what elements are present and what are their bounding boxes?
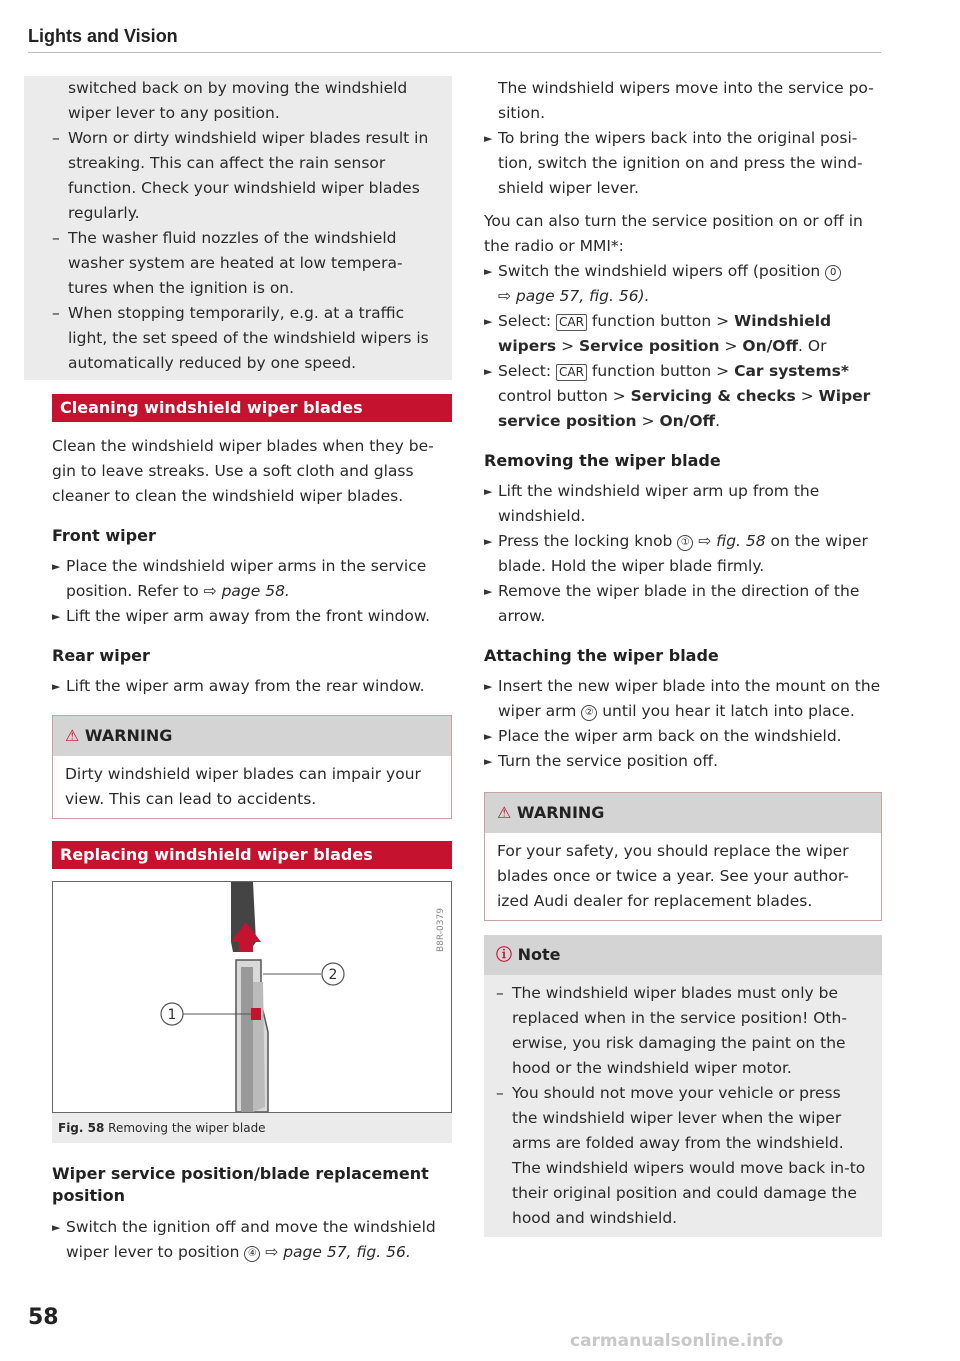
wiper-figure: [52, 881, 452, 1113]
car-key-icon: CAR: [556, 314, 587, 331]
warning-text: For your safety, you should replace the wiper blades once or twice a year. See your author-ized Audi dealer for replacement blades.: [497, 842, 849, 910]
note-item: – The windshield wiper blades must only be replaced when in the service position! Oth-erwise, you risk damaging the paint on the hood or the windshield wiper motor.: [496, 984, 847, 1077]
step-item: ► Select: CAR function button > Windshield wipers > Service position > On/Off. Or: [484, 312, 832, 355]
section-replacing-title: Replacing windshield wiper blades: [52, 841, 452, 869]
watermark-text: carmanualsonline.info: [570, 1331, 784, 1351]
step-item: ► Lift the wiper arm away from the front window.: [52, 607, 431, 625]
step-item: ► Place the wiper arm back on the windshield.: [484, 727, 842, 745]
rear-wiper-title: Rear wiper: [52, 646, 150, 665]
intro-continuation: switched back on by moving the windshield wiper lever to any position.: [68, 79, 408, 122]
page-ref-link[interactable]: ⇨ page 57, fig. 56.: [265, 1243, 411, 1261]
radio-mmi-text: You can also turn the service position on or off in the radio or MMI*:: [484, 212, 863, 255]
step-item: ► Turn the service position off.: [484, 752, 719, 770]
position-0-icon: 0: [825, 265, 841, 281]
left-column: [52, 76, 452, 1265]
step-item: ► Lift the windshield wiper arm up from the windshield.: [484, 482, 820, 525]
note-box: [484, 935, 882, 1237]
note-header: ⓘ Note: [484, 935, 882, 975]
car-key-icon: CAR: [556, 364, 587, 381]
wiper-arm-2-icon: ②: [581, 705, 597, 721]
right-column: [484, 76, 882, 1237]
warning-header: ⚠ WARNING: [53, 716, 451, 756]
step-item: ► Press the locking knob ① ⇨ fig. 58 on the wiper blade. Hold the wiper blade firmly.: [484, 532, 868, 575]
locking-knob-1-icon: ①: [677, 535, 693, 551]
note-bullet: – The washer fluid nozzles of the windshield washer system are heated at low tempera-tures when the ignition is on.: [52, 229, 403, 297]
step-item: ► Insert the new wiper blade into the mount on the wiper arm ② until you hear it latch into place.: [484, 677, 881, 720]
figure-label-1: 1: [167, 1007, 177, 1023]
wiper-blade-illustration: [53, 882, 451, 1112]
figure-code: B8R-0379: [436, 908, 446, 952]
warning-header: ⚠ WARNING: [485, 793, 881, 833]
page-header: Lights and Vision: [28, 26, 178, 46]
service-position-title: Wiper service position/blade replacement position: [52, 1164, 429, 1205]
section-cleaning-title: Cleaning windshield wiper blades: [52, 394, 452, 422]
page-number: 58: [28, 1305, 59, 1330]
attaching-title: Attaching the wiper blade: [484, 646, 719, 665]
note-bullet: – Worn or dirty windshield wiper blades result in streaking. This can affect the rain sensor function. Check your windshield wiper blades regularly.: [52, 129, 429, 222]
step-item: ► Switch the windshield wipers off (position 0 ⇨ page 57, fig. 56).: [484, 259, 882, 309]
service-move-text: The windshield wipers move into the service po-sition.: [498, 79, 874, 122]
step-item: ► Lift the wiper arm away from the rear window.: [52, 677, 425, 695]
step-item: ► Place the windshield wiper arms in the service position. Refer to ⇨ page 58.: [52, 557, 427, 600]
warning-box: [52, 715, 452, 819]
figure-caption: Fig. 58 Removing the wiper blade: [52, 1113, 452, 1143]
page-ref-link[interactable]: ⇨ page 58.: [203, 582, 290, 600]
step-item: ► Select: CAR function button > Car systems* control button > Servicing & checks > Wiper service position > On/Off.: [484, 362, 871, 430]
front-wiper-title: Front wiper: [52, 526, 156, 545]
figure-ref-link[interactable]: ⇨ fig. 58: [698, 532, 766, 550]
cleaning-text: Clean the windshield wiper blades when they be-gin to leave streaks. Use a soft cloth and glass cleaner to clean the windshield wiper blades.: [52, 437, 434, 505]
note-item: – You should not move your vehicle or press the windshield wiper lever when the wiper arms are folded away from the windshield. The windshield wipers would move back in-to their original position and could damage the hood and windshield.: [496, 1084, 866, 1227]
header-rule: [28, 52, 881, 53]
position-4-icon: ④: [244, 1246, 260, 1262]
page-ref-link[interactable]: ⇨ page 57, fig. 56).: [498, 287, 650, 305]
warning-triangle-icon: ⚠: [65, 726, 80, 745]
figure-label-2: 2: [328, 967, 338, 983]
step-item: ► To bring the wipers back into the original posi-tion, switch the ignition on and press the wind-shield wiper lever.: [484, 129, 863, 197]
warning-text: Dirty windshield wiper blades can impair your view. This can lead to accidents.: [65, 765, 421, 808]
warning-triangle-icon: ⚠: [497, 803, 512, 822]
removing-title: Removing the wiper blade: [484, 451, 721, 470]
step-item: ► Remove the wiper blade in the direction of the arrow.: [484, 582, 860, 625]
note-info-icon: ⓘ: [496, 945, 513, 964]
warning-box: [484, 792, 882, 921]
note-bullet: – When stopping temporarily, e.g. at a traffic light, the set speed of the windshield wipers is automatically reduced by one speed.: [52, 304, 429, 372]
continued-note-box: [24, 76, 452, 380]
step-item: ► Switch the ignition off and move the windshield wiper lever to position ④ ⇨ page 57, fig. 56.: [52, 1218, 436, 1261]
